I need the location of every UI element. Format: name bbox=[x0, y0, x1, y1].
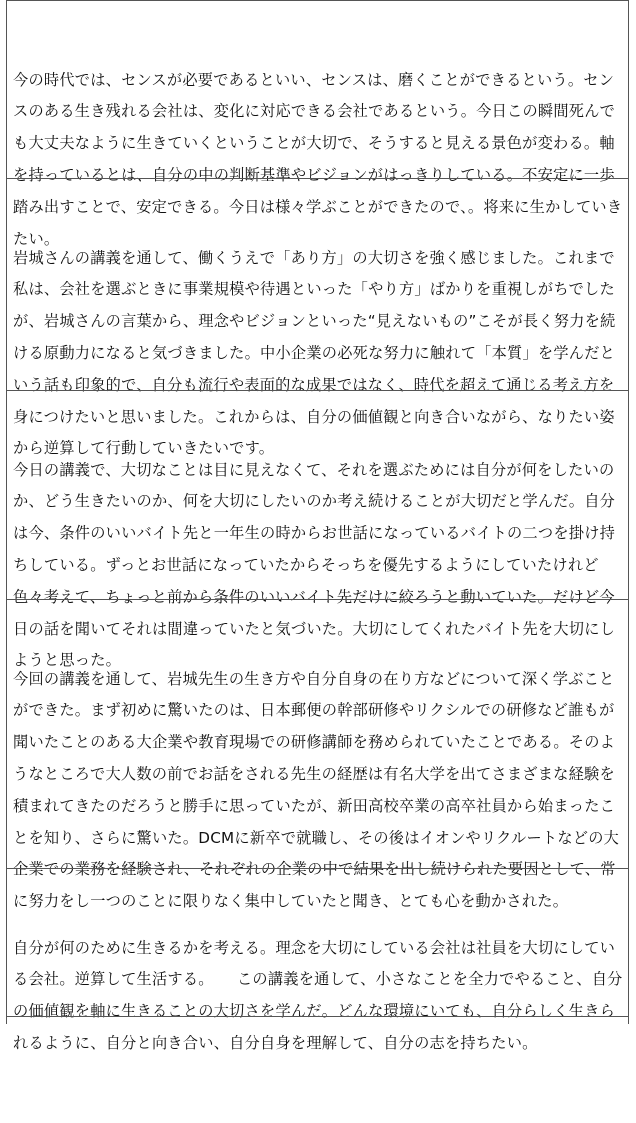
comment-text: 今回の講義を通して、岩城先生の生き方や自分自身の在り方などについて深く学ぶことができた。まず初めに驚いたのは、日本郵便の幹部研修やリクシルでの研修など誰もが聞いたことのある大企業や教育現場での研修講師を務められていたことである。そのようなところで大人数の前でお話をされる先生の経歴は有名大学を出てさまざまな経験を積まれてきたのだろうと勝手に思っていたが、新田高校卒業の高卒社員から始まったことを知り、さらに驚いた。DCMに新卒で就職し、その後はイオンやリクルートなどの大企業での業務を経験され、それぞれの企業の中で結果を出し続けられた要因として、常に努力をし一つのことに限りなく集中していたと聞き、とても心を動かされた。 bbox=[13, 669, 620, 911]
comment-text: 自分が何のために生きるかを考える。理念を大切にしている会社は社員を大切にしている会社。逆算して生活する。 この講義を通して、小さなことを全力でやること、自分の価値観を軸に生きることの大切さを学んだ。どんな環境にいても、自分らしく生きられるように、自分と向き合い、自分自身を理解して、自分の志を持ちたい。 bbox=[13, 938, 623, 1052]
comment-text: 今の時代では、センスが必要であるといい、センスは、磨くことができるという。センスのある生き残れる会社は、変化に対応できる会社であるという。今日この瞬間死んでも大丈夫なように生きていくということが大切で、そうすると見える景色が変わる。軸を持っているとは、自分の中の判断基準やビジョンがはっきりしている。不安定に一歩踏み出すことで、安定できる。今日は様々学ぶことができたので、。将来に生かしていきたい。 bbox=[13, 70, 623, 248]
comment-text: 岩城さんの講義を通して、働くうえで「あり方」の大切さを強く感じました。これまで私は、会社を選ぶときに事業規模や待遇といった「やり方」ばかりを重視しがちでしたが、岩城さんの言葉から、理念やビジョンといった“見えないもの”こそが長く努力を続ける原動力になると気づきました。中小企業の必死な努力に触れて「本質」を学んだという話も印象的で、自分も流行や表面的な成果ではなく、時代を超えて通じる考え方を身につけたいと思いました。これからは、自分の価値観と向き合いながら、なりたい姿から逆算して行動していきたいです。 bbox=[13, 248, 616, 458]
comment-cell bbox=[6, 599, 629, 911]
comment-cell bbox=[6, 390, 629, 670]
comment-cell bbox=[6, 0, 629, 248]
comment-cell bbox=[6, 868, 629, 1052]
comment-cell bbox=[6, 178, 629, 458]
comment-cell-partial bbox=[6, 1016, 629, 1024]
comment-text: 今日の講義で、大切なことは目に見えなくて、それを選ぶためには自分が何をしたいのか、どう生きたいのか、何を大切にしたいのか考え続けることが大切だと学んだ。自分は今、条件のいいバイト先と一年生の時からお世話になっているバイトの二つを掛け持ちしている。ずっとお世話になっていたからそっちを優先するようにしていたけれど色々考えて、ちょっと前から条件のいいバイト先だけに絞ろうと動いていた。だけど今日の話を聞いてそれは間違っていたと気づいた。大切にしてくれたバイト先を大切にしようと思った。 bbox=[13, 460, 616, 670]
